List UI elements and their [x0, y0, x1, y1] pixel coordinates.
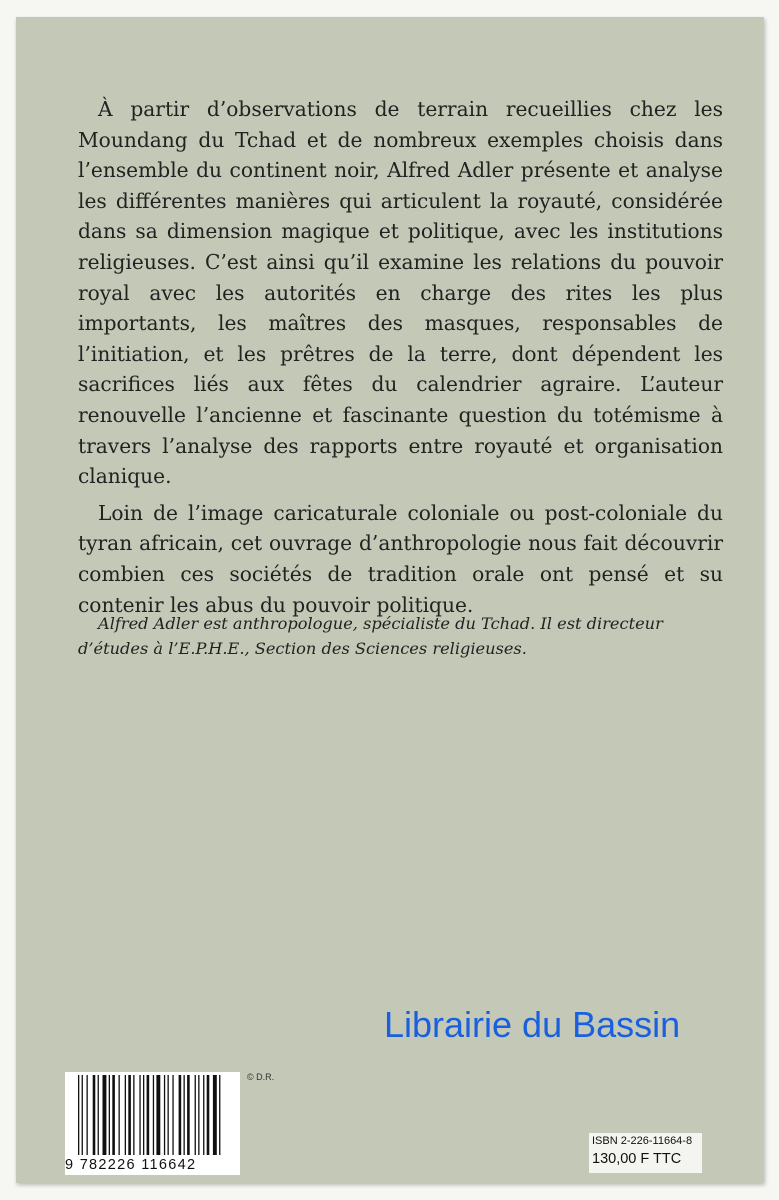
- bookshop-stamp: Librairie du Bassin: [384, 1004, 681, 1045]
- price-text: 130,00 F TTC: [592, 1151, 682, 1167]
- barcode: [65, 1072, 240, 1175]
- author-bio: Alfred Adler est anthropologue, spécialiste du Tchad. Il est directeur d’études à l’E.P.H.E., Section des Sciences religieuses.: [78, 614, 663, 658]
- price-label: [589, 1133, 702, 1173]
- barcode-digits: 9 782226 116642: [65, 1157, 197, 1173]
- barcode-bars-icon: [65, 1072, 240, 1158]
- blurb-text: [78, 94, 723, 626]
- copyright-notice: © D.R.: [247, 1072, 275, 1082]
- blurb-paragraph-1: À partir d’observations de terrain recueillies chez les Moundang du Tchad et de nombreux exemples choisis dans l’ensemble du continent noir, Alfred Adler présente et analyse les différentes manières qui articulent la royauté, considérée dans sa dimension magique et politique, avec les institutions religieuses. C’est ainsi qu’il examine les relations du pouvoir royal avec les autorités en charge des rites les plus importants, les maîtres des masques, responsables de l’initiation, et les prêtres de la terre, dont dépendent les sacrifices liés aux fêtes du calendrier agraire. L’auteur renouvelle l’ancienne et fascinante question du totémisme à travers l’analyse des rapports entre royauté et organisation clanique.: [78, 97, 723, 489]
- blurb-paragraph-2: Loin de l’image caricaturale coloniale ou post-coloniale du tyran africain, cet ouvrage d’anthropologie nous fait découvrir combien ces sociétés de tradition orale ont pensé et su contenir les abus du pouvoir politique.: [78, 500, 723, 617]
- isbn-text: ISBN 2-226-11664-8: [592, 1135, 693, 1147]
- book-back-cover: [16, 17, 764, 1183]
